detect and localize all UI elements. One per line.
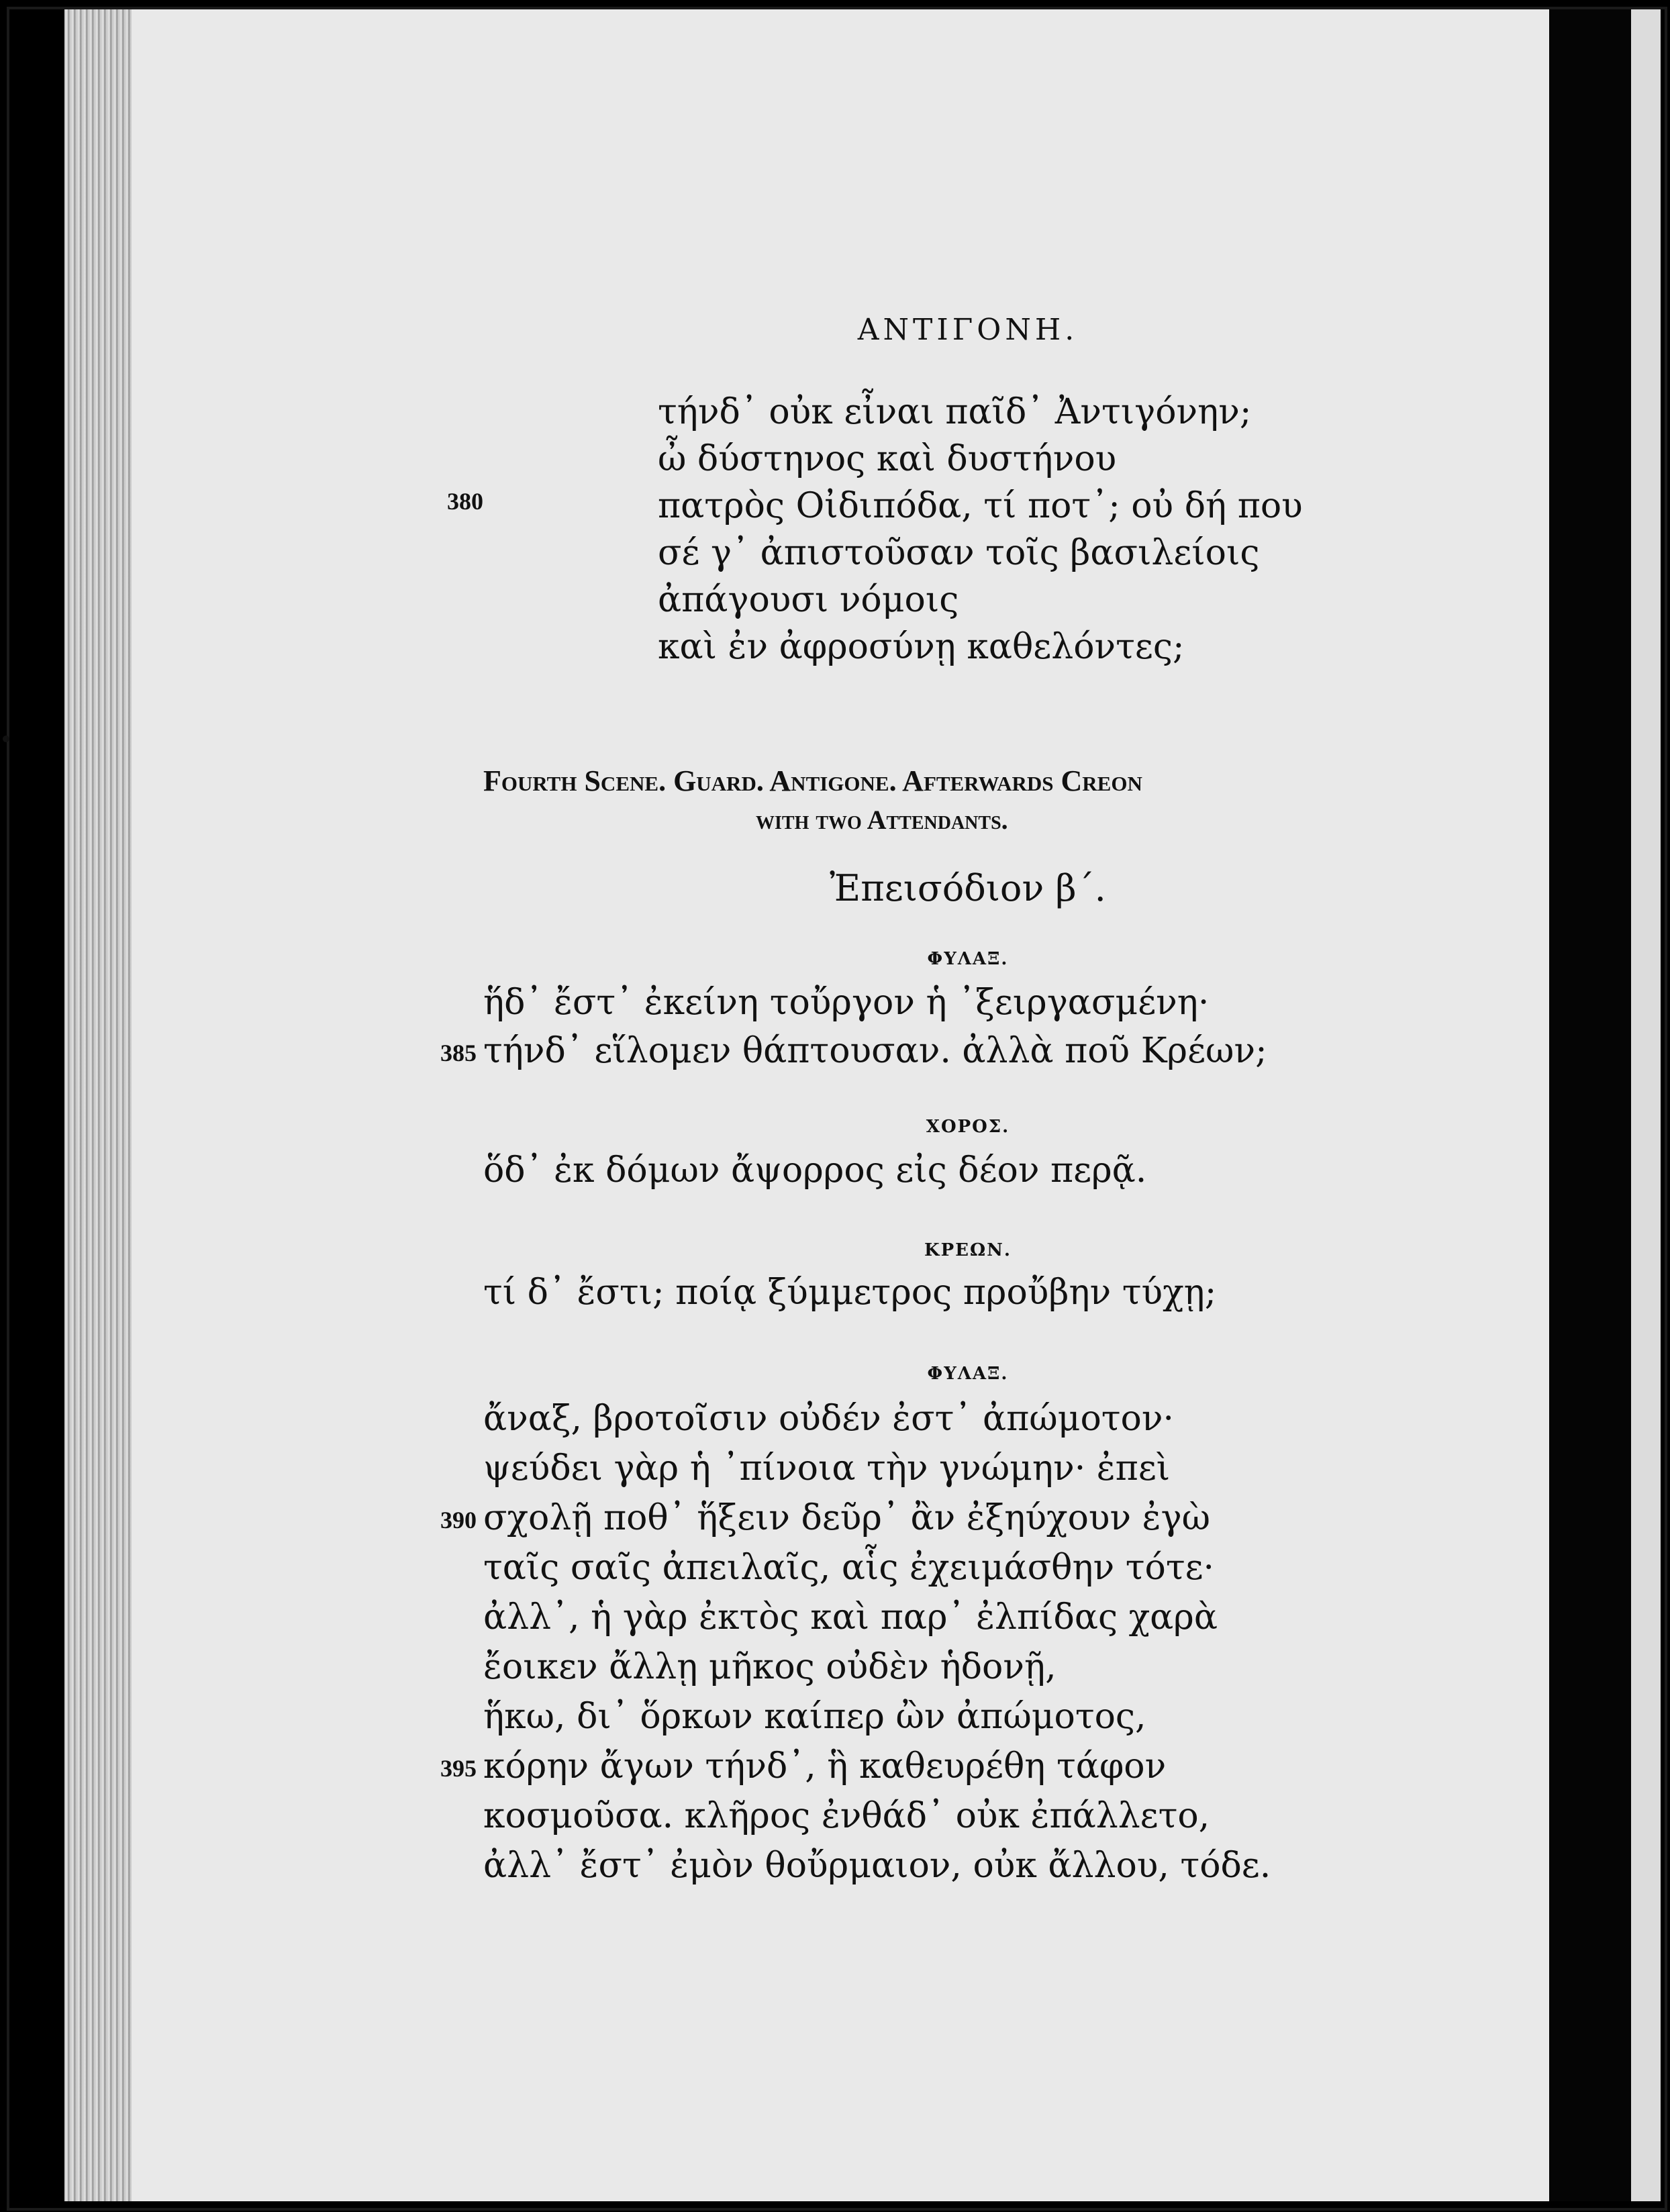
speaker-label: ΦΥΛΑΞ. [927,1364,1009,1384]
verse-line: καὶ ἐν ἀφροσύνῃ καθελόντες; [658,627,1185,667]
verse-line: ὦ δύστηνος καὶ δυστήνου [658,439,1117,479]
verse-line: σχολῇ ποθ᾽ ἥξειν δεῦρ᾽ ἂν ἐξηύχουν ἐγὼ [483,1498,1211,1538]
verse-line: ψεύδει γὰρ ἡ ᾽πίνοια τὴν γνώμην· ἐπεὶ [483,1448,1171,1489]
line-number: 380 [447,488,483,515]
verse-line: ἥκω, δι᾽ ὅρκων καίπερ ὢν ἀπώμοτος, [483,1697,1146,1737]
verse-line: τήνδ᾽ εἵλομεν θάπτουσαν. ἀλλὰ ποῦ Κρέων; [483,1031,1267,1071]
verse-line: τί δ᾽ ἔστι; ποίᾳ ξύμμετρος προὔβην τύχῃ; [483,1272,1217,1313]
verse-line: τήνδ᾽ οὐκ εἶναι παῖδ᾽ Ἀντιγόνην; [658,392,1252,432]
speaker-label: ΦΥΛΑΞ. [927,949,1009,969]
verse-line: ἄναξ, βροτοῖσιν οὐδέν ἐστ᾽ ἀπώμοτον· [483,1399,1174,1439]
facing-page-edge [1631,9,1661,2201]
speaker-label: ΚΡΕΩΝ. [924,1240,1012,1260]
verse-line: πατρὸς Οἰδιπόδα, τί ποτ᾽; οὐ δή που [658,486,1303,526]
scene-heading-continued: with two Attendants. [756,805,1008,835]
verse-line: ἀλλ᾽ ἔστ᾽ ἐμὸν θοὔρμαιον, οὐκ ἄλλου, τόδε. [483,1846,1271,1886]
verse-line: ἔοικεν ἄλλῃ μῆκος οὐδὲν ἡδονῇ, [483,1647,1057,1687]
verse-line: ταῖς σαῖς ἀπειλαῖς, αἷς ἐχειμάσθην τότε· [483,1548,1215,1588]
episode-title: Ἐπεισόδιον β΄. [830,867,1106,909]
verse-line: σέ γ᾽ ἀπιστοῦσαν τοῖς βασιλείοις [658,533,1260,573]
verse-line: κόρην ἄγων τήνδ᾽, ἣ καθευρέθη τάφον [483,1746,1167,1787]
speck [3,736,9,742]
line-number: 385 [440,1040,477,1066]
book-page [132,9,1549,2201]
verse-line: ἀλλ᾽, ἡ γὰρ ἐκτὸς καὶ παρ᾽ ἐλπίδας χαρὰ [483,1597,1218,1638]
verse-line: κοσμοῦσα. κλῆρος ἐνθάδ᾽ οὐκ ἐπάλλετο, [483,1796,1210,1836]
running-title: ΑΝΤΙΓΟΝΗ. [857,313,1079,347]
verse-line: ἥδ᾽ ἔστ᾽ ἐκείνη τοὔργον ἡ ᾽ξειργασμένη· [483,983,1210,1023]
line-number: 395 [440,1755,477,1782]
verse-line: ὅδ᾽ ἐκ δόμων ἄψορρος εἰς δέον περᾷ. [483,1150,1147,1191]
scene-heading: Fourth Scene. Guard. Antigone. Afterwards Creon [483,764,1142,797]
speaker-label: ΧΟΡΟΣ. [926,1117,1010,1137]
verse-line: ἀπάγουσι νόμοις [658,580,959,620]
line-number: 390 [440,1507,477,1534]
